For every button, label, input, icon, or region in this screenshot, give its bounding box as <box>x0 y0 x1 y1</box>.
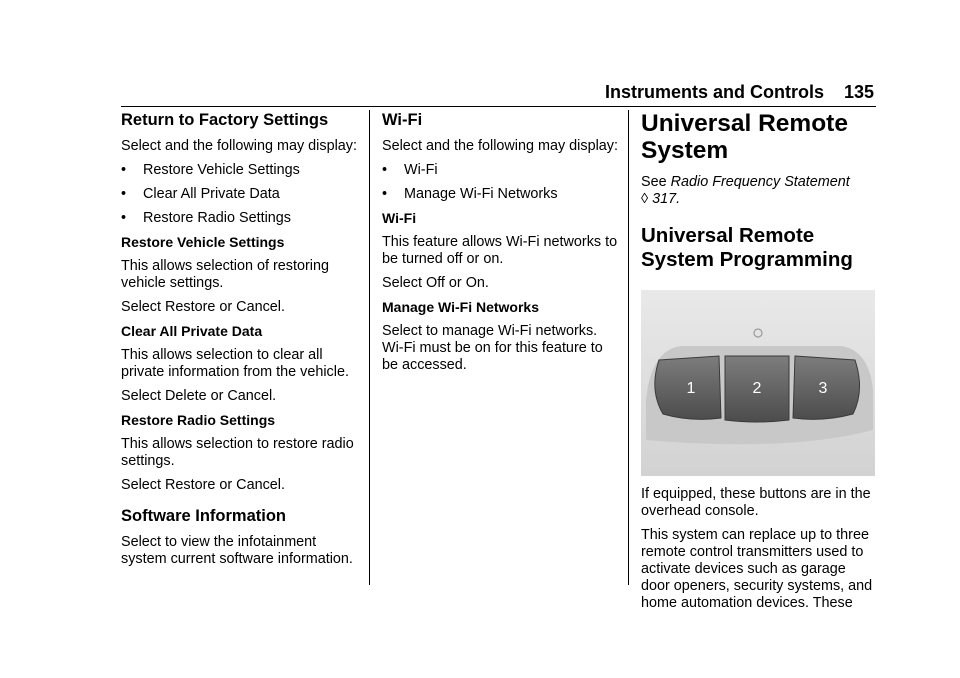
see-reference: See Radio Frequency Statement ◊ 317. <box>641 174 850 207</box>
bullet-icon: • <box>382 162 388 178</box>
paragraph: Select and the following may display: <box>121 138 357 154</box>
paragraph: Select Off or On. <box>382 275 489 291</box>
cross-reference-link[interactable]: Radio Frequency Statement <box>670 174 850 190</box>
heading-software-information: Software Information <box>121 507 287 525</box>
remote-buttons-photo <box>641 290 875 476</box>
heading-universal-remote-system: Universal Remote System <box>641 110 848 164</box>
button-label-3: 3 <box>818 380 828 397</box>
list-item: • Restore Vehicle Settings <box>121 162 300 178</box>
column-divider <box>628 110 629 585</box>
bullet-icon: • <box>121 210 127 226</box>
paragraph: This feature allows Wi-Fi networks to be turned off or on. <box>382 234 618 267</box>
bullet-icon: • <box>121 186 127 202</box>
heading-universal-remote-system-programming: Universal Remote System Programming <box>641 224 853 271</box>
bullet-icon: • <box>121 162 127 178</box>
paragraph: This allows selection to clear all private information from the vehicle. <box>121 347 349 380</box>
button-label-1: 1 <box>686 380 696 397</box>
list-item: • Restore Radio Settings <box>121 210 291 226</box>
list-item: • Manage Wi-Fi Networks <box>382 186 558 202</box>
subheading-wifi: Wi-Fi <box>382 210 417 226</box>
page-ref-icon: ◊ <box>641 191 649 207</box>
heading-return-to-factory-settings: Return to Factory Settings <box>121 111 329 129</box>
paragraph: Select to manage Wi-Fi networks. Wi-Fi must be on for this feature to be accessed. <box>382 323 603 373</box>
paragraph: This system can replace up to three remote control transmitters used to activate devices such as garage door openers, security systems, and home automation devices. These <box>641 527 873 611</box>
subheading-clear-all-private-data: Clear All Private Data <box>121 323 263 339</box>
bullet-icon: • <box>382 186 388 202</box>
list-item: • Wi-Fi <box>382 162 438 178</box>
column-2 <box>382 110 618 381</box>
paragraph: This allows selection of restoring vehicle settings. <box>121 258 329 291</box>
cross-reference-page[interactable]: 317 <box>652 191 677 207</box>
paragraph: Select Delete or Cancel. <box>121 388 277 404</box>
paragraph: If equipped, these buttons are in the overhead console. <box>641 486 871 519</box>
subheading-restore-vehicle-settings: Restore Vehicle Settings <box>121 234 285 250</box>
subheading-restore-radio-settings: Restore Radio Settings <box>121 412 276 428</box>
paragraph: Select Restore or Cancel. <box>121 299 285 315</box>
page-number: 135 <box>843 82 874 102</box>
paragraph: Select and the following may display: <box>382 138 618 154</box>
button-label-2: 2 <box>752 380 762 397</box>
subheading-manage-wifi-networks: Manage Wi-Fi Networks <box>382 299 540 315</box>
list-item: • Clear All Private Data <box>121 186 280 202</box>
column-3 <box>641 110 875 619</box>
paragraph: Select Restore or Cancel. <box>121 477 285 493</box>
heading-wifi: Wi-Fi <box>382 111 423 129</box>
header-title: Instruments and Controls <box>605 82 825 102</box>
paragraph: This allows selection to restore radio settings. <box>121 436 354 469</box>
column-divider <box>369 110 370 585</box>
column-1 <box>121 110 357 575</box>
header-rule <box>121 106 876 107</box>
paragraph: Select to view the infotainment system current software information. <box>121 534 353 567</box>
page-header <box>560 82 876 104</box>
